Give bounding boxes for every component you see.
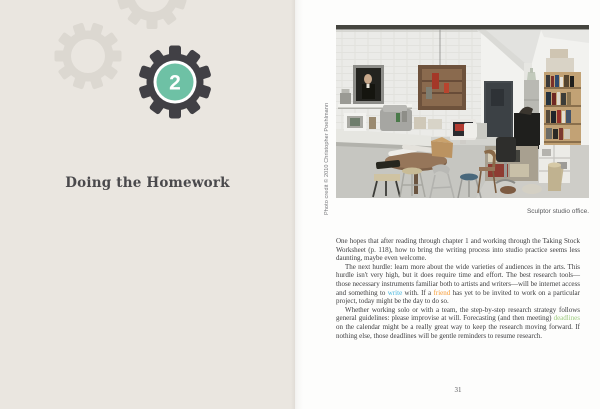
right-page (295, 0, 600, 409)
highlighted-word: write (387, 288, 403, 297)
photo-black-cabinet (514, 107, 540, 149)
page-number: 31 (454, 386, 462, 394)
photo-credit: Photo credit © 2010 Christopher Poehlmann (324, 102, 330, 215)
photo-caption: Sculptor studio office. (526, 208, 589, 215)
chapter-gear-icon (133, 40, 217, 124)
paragraph: One hopes that after reading through chapter 1 and working through the Taking Stock Worksheet (p. 118), how to bring the writing process into studio practice seems less daunting, maybe even welcome. (336, 237, 580, 263)
left-page (0, 0, 295, 409)
body-text (336, 237, 580, 340)
paragraph: The next hurdle: learn more about the wide varieties of audiences in the arts. This hurdle isn't very high, but it does require time and effort. The best research tools—those necessary instruments familiar both to artists and writers—will be internet access and something to write with. If a friend has yet to be invited to work on a particular project, today might be the day to do so. (336, 262, 580, 306)
chapter-number: 2 (169, 71, 181, 95)
paragraph: Whether working solo or with a team, the step-by-step research strategy follows general guidelines: please improvise at will. Forecasting (and then meeting) deadlines on the calendar might be a really great way to keep the research moving forward. If nothing else, those deadlines will be gentle reminders to resume research. (336, 305, 580, 340)
studio-photo (336, 25, 589, 198)
chapter-title: Doing the Homework (65, 175, 230, 191)
gear-light-left-icon (50, 18, 126, 94)
highlighted-word: friend (433, 288, 451, 297)
highlighted-word: deadlines (553, 314, 580, 323)
